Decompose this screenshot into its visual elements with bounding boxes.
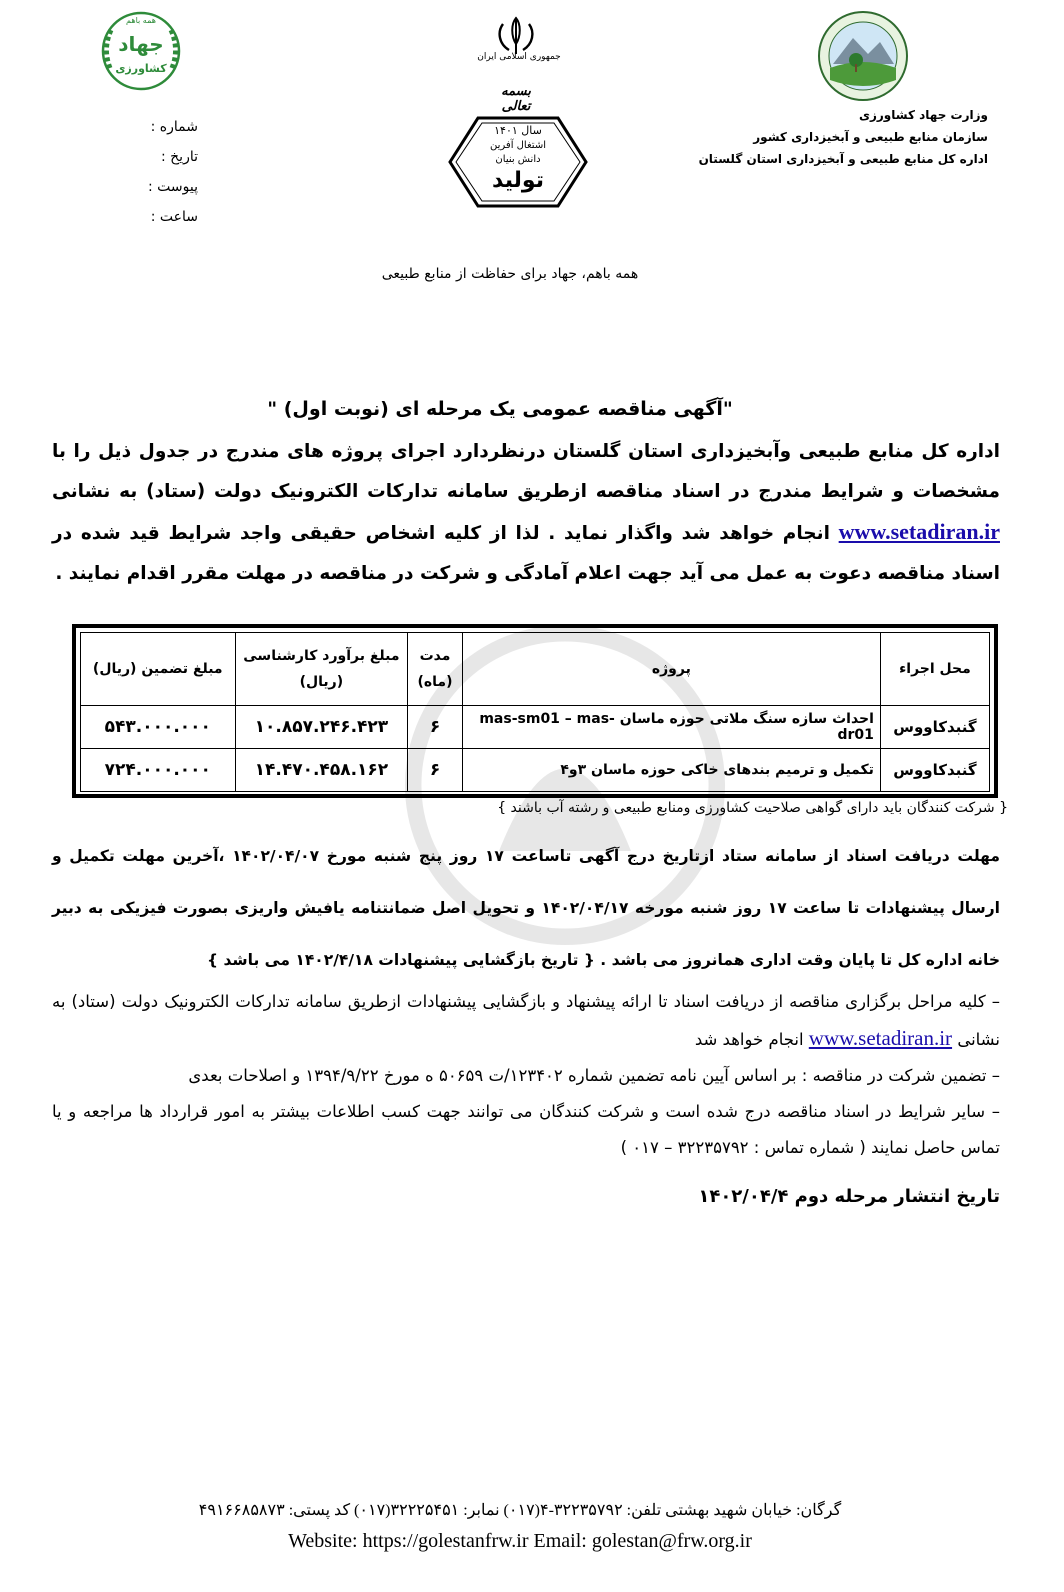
- meta-number: شماره :: [150, 119, 198, 135]
- letter-meta-fields: [108, 112, 198, 232]
- condition-1-end: انجام خواهد شد: [694, 1030, 804, 1049]
- header-duration: مدت (ماه): [408, 633, 463, 706]
- setad-link[interactable]: www.setadiran.ir: [838, 519, 1000, 544]
- intro-text-after-link: انجام خواهد شد واگذار نماید . لذا از کلیه اشخاص حقیقی واجد شرایط قید شده در اسناد مناقصه دعوت به عمل می آید جهت اعلام آمادگی و شرکت در مناقصه در مهلت مقرر اقدام نمایند .: [52, 523, 1000, 584]
- cell-duration: ۶: [408, 749, 463, 792]
- conditions-list: [52, 984, 1000, 1166]
- cell-estimate: ۱۰.۸۵۷.۲۴۶.۴۲۳: [235, 706, 408, 749]
- jahad-logo-main: جهاد: [118, 32, 164, 56]
- jahad-logo-top: همه باهم: [126, 16, 156, 25]
- table-header-row: [81, 633, 990, 706]
- condition-item: [52, 984, 1000, 1058]
- projects-table-frame: [72, 624, 998, 798]
- cell-project: احداث سازه سنگ ملاتی حوزه ماسان mas-sm01 – mas-dr01: [462, 706, 880, 749]
- condition-1-text: – کلیه مراحل برگزاری مناقصه از دریافت اسناد تا ارائه پیشنهاد و بازگشایی پیشنهادات ازطریق سامانه تدارکات الکترونیک دولت (ستاد) به نشانی: [52, 992, 1000, 1049]
- org-line-organization: سازمان منابع طبیعی و آبخیزداری کشور: [753, 130, 988, 144]
- publication-date: تاریخ انتشار مرحله دوم ۱۴۰۲/۰۴/۴: [698, 1186, 1000, 1207]
- table-row: [81, 749, 990, 792]
- org-line-ministry: وزارت جهاد کشاورزی: [858, 108, 988, 122]
- header-location: محل اجراء: [880, 633, 989, 706]
- jahad-logo-bottom: کشاورزی: [115, 62, 167, 75]
- cell-guarantee: ۵۴۳.۰۰۰.۰۰۰: [81, 706, 236, 749]
- cell-project: تکمیل و ترمیم بندهای خاکی حوزه ماسان ۳و۴: [462, 749, 880, 792]
- emblem-caption: جمهوری اسلامی ایران: [477, 52, 561, 62]
- meta-date: تاریخ :: [160, 149, 198, 165]
- condition-item: – تضمین شرکت در مناقصه : بر اساس آیین نامه تضمین شماره ۱۲۳۴۰۲/ت ۵۰۶۵۹ ه مورخ ۱۳۹۴/۹/۲۲ و اصلاحات بعدی: [188, 1066, 1000, 1085]
- year-badge-line3: اشتغال آفرین: [490, 140, 546, 151]
- cell-location: گنبدکاووس: [880, 749, 989, 792]
- projects-table: [80, 632, 990, 792]
- deadline-paragraph: مهلت دریافت اسناد از سامانه ستاد ازتاریخ درج آگهی تاساعت ۱۷ روز پنج شنبه مورخ ۱۴۰۲/۰۴/۰۷ ،آخرین مهلت تکمیل و ارسال پیشنهادات تا ساعت ۱۷ روز شنبه مورخه ۱۴۰۲/۰۴/۱۷ و تحویل اصل ضمانتنامه یافیش واریزی بصورت فیزیکی به دبیر خانه اداره کل تا پایان وقت اداری همانروز می باشد . { تاریخ بازگشایی پیشنهادات ۱۴۰۲/۴/۱۸ می باشد }: [52, 847, 1000, 969]
- jahad-keshavarzi-logo: [96, 8, 186, 94]
- org-line-province-office: اداره کل منابع طبیعی و آبخیزداری استان گلستان: [698, 152, 988, 166]
- qualification-note: { شرکت کنندگان باید دارای گواهی صلاحیت کشاورزی ومنابع طبیعی و رشته آب باشند }: [497, 800, 1008, 816]
- table-row: [81, 706, 990, 749]
- notice-intro: [52, 432, 1000, 594]
- header-estimate: مبلغ برآورد کارشناسی (ریال): [235, 633, 408, 706]
- year-badge-line1: تولید: [491, 168, 544, 193]
- cell-duration: ۶: [408, 706, 463, 749]
- organization-name-block: [688, 104, 988, 170]
- cell-estimate: ۱۴.۴۷۰.۴۵۸.۱۶۲: [235, 749, 408, 792]
- header-guarantee: مبلغ تضمین (ریال): [81, 633, 236, 706]
- notice-title: "آگهی مناقصه عمومی یک مرحله ای (نوبت اول) ": [267, 398, 733, 420]
- bismillah-text: بسمه تعالی: [501, 84, 531, 114]
- condition-item: – سایر شرایط در اسناد مناقصه درج شده است و شرکت کنندگان می توانند جهت کسب اطلاعات بیشتر به امور قرارداد ها مراجعه و یا تماس حاصل نمایند ( شماره تماس : ۳۲۲۳۵۷۹۲ – ۰۱۷ ): [52, 1102, 1000, 1157]
- footer-address: گرگان: خیابان شهید بهشتی تلفن: ۳۲۲۳۵۷۹۲-۴(۰۱۷) نمابر: ۳۲۲۲۵۴۵۱(۰۱۷) کد پستی: ۴۹۱۶۶۸۵۸۷۳: [198, 1502, 842, 1519]
- meta-time: ساعت :: [150, 209, 198, 225]
- meta-attachment: پیوست :: [148, 179, 198, 195]
- header-project: پروژه: [462, 633, 880, 706]
- year-slogan-badge: [448, 116, 588, 208]
- year-badge-year: سال ۱۴۰۱: [494, 124, 542, 137]
- slogan: همه باهم، جهاد برای حفاظت از منابع طبیعی: [381, 266, 639, 282]
- setad-link-2[interactable]: www.setadiran.ir: [808, 1026, 953, 1050]
- natural-resources-logo: [808, 8, 918, 104]
- cell-guarantee: ۷۲۴.۰۰۰.۰۰۰: [81, 749, 236, 792]
- cell-location: گنبدکاووس: [880, 706, 989, 749]
- intro-text-before-link: اداره کل منابع طبیعی وآبخیزداری استان گلستان درنظردارد اجرای پروژه های مندرج در جدول ذیل را با مشخصات و شرایط مندرج در اسناد مناقصه ازطریق سامانه تدارکات الکترونیک دولت (ستاد) به نشانی: [52, 441, 1000, 502]
- footer-website-email: Website: https://golestanfrw.ir Email: golestan@frw.org.ir: [288, 1530, 752, 1552]
- year-badge-line2: دانش بنیان: [495, 154, 541, 165]
